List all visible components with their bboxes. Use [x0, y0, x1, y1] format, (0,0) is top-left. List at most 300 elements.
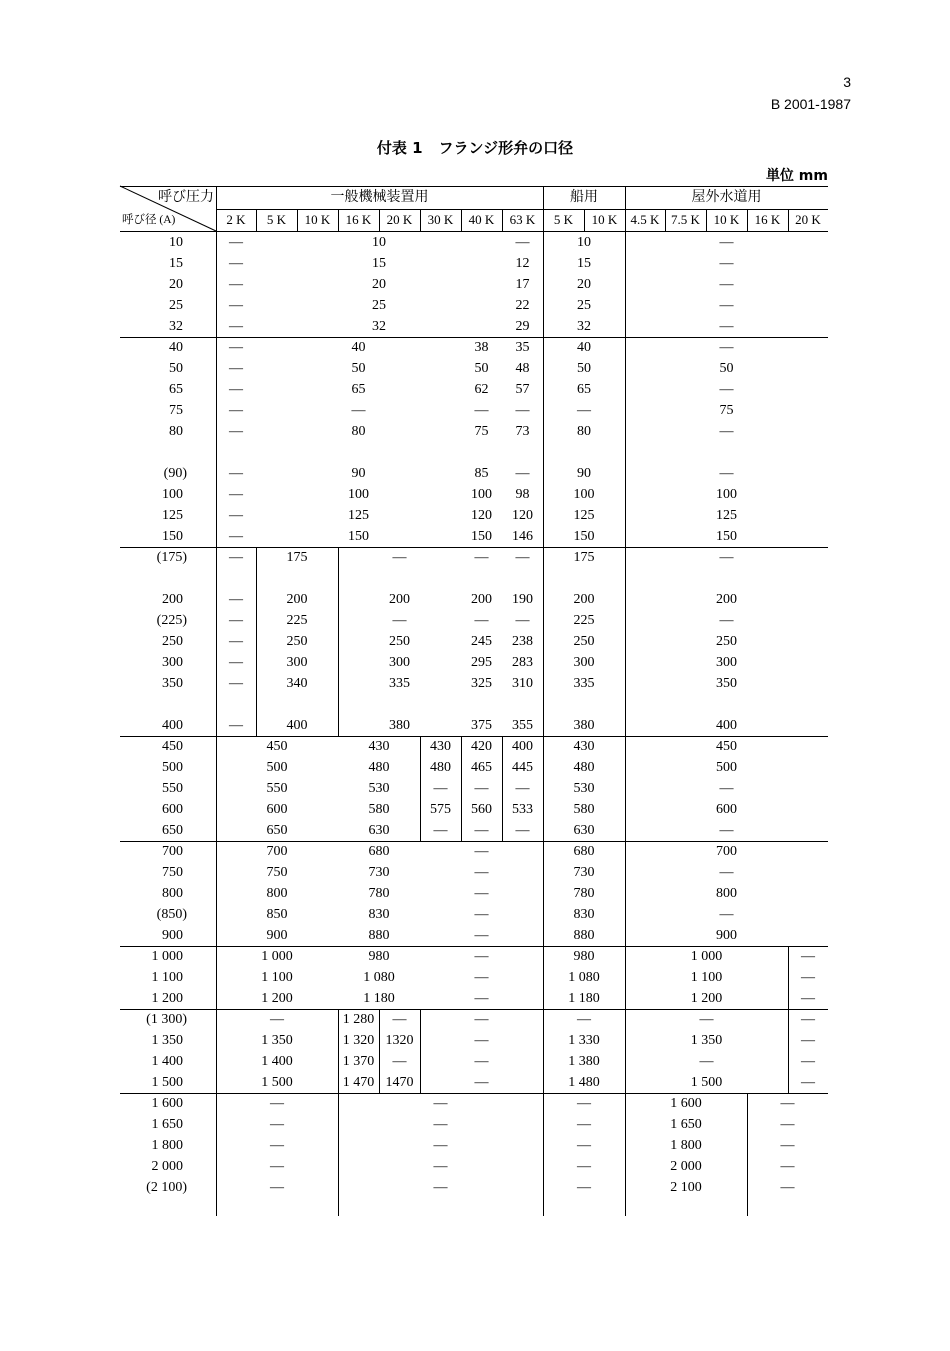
- table-cell: 15: [372, 256, 386, 271]
- nominal-size-cell: 600: [162, 802, 183, 817]
- table-cell: 32: [372, 319, 386, 334]
- table-cell: 355: [512, 718, 533, 733]
- table-cell: —: [270, 1180, 284, 1195]
- table-cell: 225: [286, 613, 308, 628]
- table-cell: 450: [266, 739, 288, 754]
- table-cell: —: [229, 508, 243, 523]
- nominal-size-cell: 200: [162, 592, 183, 607]
- nominal-size-cell: 500: [162, 760, 183, 775]
- pressure-class-header: 20 K: [795, 212, 821, 227]
- table-cell: —: [229, 676, 243, 691]
- table-cell: 335: [389, 676, 410, 691]
- table-cell: —: [474, 403, 489, 418]
- table-cell: —: [699, 1012, 714, 1027]
- table-cell: —: [229, 655, 243, 670]
- nominal-size-cell: 250: [162, 634, 183, 649]
- standard-number: B 2001-1987: [770, 96, 851, 112]
- table-cell: 50: [577, 361, 591, 376]
- table-cell: 1 600: [670, 1096, 702, 1111]
- table-cell: —: [229, 382, 243, 397]
- table-cell: —: [801, 991, 815, 1006]
- table-cell: —: [474, 1012, 489, 1027]
- table-title-label: 付表 1: [376, 139, 423, 157]
- table-cell: 500: [716, 760, 737, 775]
- table-cell: —: [474, 928, 489, 943]
- table-cell: 250: [573, 634, 595, 649]
- table-cell: —: [474, 886, 489, 901]
- table-cell: 10: [577, 235, 591, 250]
- table-cell: 25: [577, 298, 591, 313]
- table-cell: —: [801, 1075, 815, 1090]
- table-cell: —: [719, 319, 734, 334]
- table-cell: —: [577, 1012, 591, 1027]
- table-cell: —: [433, 1180, 448, 1195]
- table-cell: 420: [471, 739, 492, 754]
- table-cell: 500: [266, 760, 288, 775]
- table-cell: 65: [351, 382, 366, 397]
- table-cell: 50: [474, 361, 489, 376]
- table-cell: 40: [577, 340, 591, 355]
- pressure-class-header: 7.5 K: [671, 212, 700, 227]
- pressure-class-header: 4.5 K: [630, 212, 660, 227]
- table-cell: 125: [573, 508, 595, 523]
- table-cell: 530: [368, 781, 390, 796]
- table-cell: —: [699, 1054, 714, 1069]
- pressure-class-header: 20 K: [386, 212, 413, 227]
- table-cell: —: [229, 256, 243, 271]
- table-cell: 250: [716, 634, 737, 649]
- table-cell: —: [719, 382, 734, 397]
- nominal-size-cell: (1 300): [146, 1012, 187, 1027]
- table-cell: 375: [471, 718, 492, 733]
- table-cell: 1 200: [261, 991, 293, 1006]
- nominal-size-cell: 32: [169, 319, 183, 334]
- table-cell: 200: [573, 592, 595, 607]
- table-cell: 1 500: [261, 1075, 293, 1090]
- table-cell: —: [515, 466, 530, 481]
- table-cell: 1320: [385, 1033, 414, 1048]
- table-cell: —: [577, 1159, 591, 1174]
- table-cell: 630: [573, 823, 595, 838]
- table-cell: —: [515, 613, 530, 628]
- table-cell: 1 180: [568, 991, 600, 1006]
- nominal-size-cell: (2 100): [146, 1180, 187, 1195]
- table-cell: 80: [577, 424, 591, 439]
- table-cell: —: [474, 1054, 489, 1069]
- table-cell: 880: [368, 928, 390, 943]
- nominal-size-cell: 100: [162, 487, 183, 502]
- table-cell: 40: [351, 340, 366, 355]
- table-cell: 57: [515, 382, 530, 397]
- nominal-size-cell: 25: [169, 298, 183, 313]
- table-cell: 250: [389, 634, 410, 649]
- table-cell: —: [719, 256, 734, 271]
- table-cell: 65: [577, 382, 591, 397]
- table-cell: 830: [368, 907, 390, 922]
- table-cell: 580: [368, 802, 390, 817]
- nominal-size-cell: 350: [162, 676, 183, 691]
- table-cell: —: [719, 340, 734, 355]
- table-cell: 380: [389, 718, 410, 733]
- table-cell: —: [577, 403, 591, 418]
- table-cell: —: [474, 970, 489, 985]
- table-cell: 100: [471, 487, 492, 502]
- table-cell: 530: [573, 781, 595, 796]
- table-cell: —: [474, 1075, 489, 1090]
- pressure-class-header: 5 K: [553, 212, 574, 227]
- table-cell: —: [229, 592, 243, 607]
- table-cell: —: [780, 1096, 795, 1111]
- pressure-header-label: 呼び圧力: [158, 190, 214, 205]
- table-cell: —: [270, 1117, 284, 1132]
- table-cell: —: [229, 718, 243, 733]
- table-cell: 310: [512, 676, 533, 691]
- nominal-size-cell: 700: [162, 844, 183, 859]
- table-cell: —: [801, 1033, 815, 1048]
- table-cell: 900: [716, 928, 737, 943]
- table-cell: —: [392, 613, 407, 628]
- table-cell: 12: [515, 256, 530, 271]
- table-cell: 450: [716, 739, 737, 754]
- table-cell: —: [780, 1117, 795, 1132]
- table-cell: —: [780, 1180, 795, 1195]
- pressure-class-header: 10 K: [304, 212, 331, 227]
- table-cell: —: [515, 823, 530, 838]
- table-cell: 190: [512, 592, 533, 607]
- table-cell: 25: [372, 298, 386, 313]
- pressure-class-header: 63 K: [509, 212, 536, 227]
- table-cell: 146: [512, 529, 533, 544]
- table-cell: 150: [573, 529, 595, 544]
- usage-group-header: 屋外水道用: [691, 190, 762, 205]
- table-cell: 300: [389, 655, 410, 670]
- table-cell: —: [474, 823, 489, 838]
- table-cell: 900: [266, 928, 288, 943]
- table-cell: —: [719, 907, 734, 922]
- table-cell: 1 180: [363, 991, 395, 1006]
- table-cell: 20: [577, 277, 591, 292]
- table-cell: 1 100: [690, 970, 723, 985]
- table-cell: —: [515, 550, 530, 565]
- table-cell: 150: [348, 529, 369, 544]
- nominal-size-cell: 75: [169, 403, 183, 418]
- table-cell: —: [801, 1054, 815, 1069]
- pressure-class-header: 40 K: [468, 212, 495, 227]
- table-cell: 1 330: [568, 1033, 600, 1048]
- table-cell: 700: [266, 844, 288, 859]
- table-cell: —: [515, 781, 530, 796]
- nominal-size-cell: 1 800: [151, 1138, 183, 1153]
- table-cell: —: [474, 991, 489, 1006]
- table-cell: 1 370: [342, 1054, 375, 1069]
- table-cell: 90: [577, 466, 591, 481]
- table-cell: —: [229, 487, 243, 502]
- table-cell: 550: [266, 781, 288, 796]
- table-cell: 800: [266, 886, 288, 901]
- table-cell: 200: [389, 592, 410, 607]
- table-cell: 62: [474, 382, 489, 397]
- table-cell: 75: [474, 424, 489, 439]
- nominal-size-cell: 400: [162, 718, 183, 733]
- nominal-size-cell: 65: [169, 382, 183, 397]
- table-cell: 90: [351, 466, 366, 481]
- table-cell: 2 000: [670, 1159, 702, 1174]
- table-cell: 38: [474, 340, 489, 355]
- usage-group-header: 一般機械装置用: [330, 190, 429, 205]
- table-cell: —: [780, 1159, 795, 1174]
- table-cell: 680: [573, 844, 595, 859]
- table-cell: 430: [430, 739, 451, 754]
- table-cell: —: [433, 1159, 448, 1174]
- table-cell: 50: [351, 361, 366, 376]
- usage-group-header: 船用: [570, 190, 598, 205]
- table-cell: 1 800: [670, 1138, 702, 1153]
- table-cell: 125: [716, 508, 737, 523]
- table-cell: 650: [266, 823, 288, 838]
- table-cell: 680: [368, 844, 390, 859]
- nominal-size-cell: 450: [162, 739, 183, 754]
- table-cell: —: [474, 550, 489, 565]
- table-cell: —: [577, 1180, 591, 1195]
- table-cell: 465: [471, 760, 492, 775]
- table-cell: 200: [286, 592, 308, 607]
- table-cell: —: [270, 1012, 284, 1027]
- table-cell: 750: [266, 865, 288, 880]
- table-cell: 730: [368, 865, 390, 880]
- table-cell: 880: [573, 928, 595, 943]
- table-cell: —: [515, 235, 530, 250]
- table-cell: 430: [368, 739, 390, 754]
- table-cell: 1 400: [261, 1054, 293, 1069]
- table-cell: —: [433, 1138, 448, 1153]
- table-cell: 430: [573, 739, 595, 754]
- table-cell: —: [229, 277, 243, 292]
- table-cell: 580: [573, 802, 595, 817]
- table-cell: 1 470: [342, 1075, 375, 1090]
- table-cell: —: [392, 1012, 407, 1027]
- table-cell: 1 650: [670, 1117, 702, 1132]
- table-cell: 1 500: [690, 1075, 723, 1090]
- table-cell: 480: [573, 760, 595, 775]
- table-cell: —: [801, 949, 815, 964]
- table-cell: —: [229, 466, 243, 481]
- table-cell: —: [474, 907, 489, 922]
- table-cell: 48: [515, 361, 530, 376]
- nominal-size-cell: 1 650: [151, 1117, 183, 1132]
- table-cell: —: [801, 1012, 815, 1027]
- table-cell: 730: [573, 865, 595, 880]
- nominal-size-cell: 1 200: [151, 991, 183, 1006]
- table-cell: —: [270, 1138, 284, 1153]
- table-cell: —: [474, 1033, 489, 1048]
- nominal-size-cell: 1 600: [151, 1096, 183, 1111]
- table-cell: —: [719, 613, 734, 628]
- pressure-class-header: 2 K: [226, 212, 246, 227]
- table-cell: —: [229, 424, 243, 439]
- pressure-class-header: 10 K: [713, 212, 740, 227]
- nominal-size-cell: 80: [169, 424, 183, 439]
- nominal-size-cell: 650: [162, 823, 183, 838]
- nominal-size-cell: (850): [156, 907, 187, 922]
- nominal-size-cell: 40: [169, 340, 183, 355]
- nominal-size-cell: 15: [169, 256, 183, 271]
- table-cell: —: [229, 550, 243, 565]
- pressure-class-header: 5 K: [266, 212, 287, 227]
- table-cell: 100: [348, 487, 369, 502]
- table-cell: 73: [515, 424, 530, 439]
- table-cell: 1 100: [261, 970, 293, 985]
- table-cell: —: [719, 550, 734, 565]
- table-cell: 35: [515, 340, 530, 355]
- table-cell: 630: [368, 823, 390, 838]
- table-cell: 85: [474, 466, 489, 481]
- table-cell: —: [719, 277, 734, 292]
- table-cell: 100: [716, 487, 737, 502]
- table-cell: 780: [573, 886, 595, 901]
- table-cell: 175: [573, 550, 595, 565]
- table-cell: —: [719, 298, 734, 313]
- table-title-text: フランジ形弁の口径: [438, 139, 574, 157]
- page-number: 3: [843, 74, 851, 90]
- table-cell: 1 350: [261, 1033, 293, 1048]
- table-cell: —: [577, 1117, 591, 1132]
- table-cell: —: [392, 550, 407, 565]
- table-cell: —: [719, 466, 734, 481]
- table-cell: 980: [573, 949, 595, 964]
- table-cell: —: [433, 1096, 448, 1111]
- table-cell: —: [229, 319, 243, 334]
- table-cell: 1 380: [568, 1054, 600, 1069]
- table-cell: 245: [471, 634, 492, 649]
- table-cell: 300: [286, 655, 308, 670]
- table-cell: 200: [471, 592, 492, 607]
- table-cell: —: [392, 1054, 407, 1069]
- table-cell: 283: [512, 655, 533, 670]
- table-cell: 238: [512, 634, 533, 649]
- table-cell: —: [719, 781, 734, 796]
- table-cell: —: [229, 634, 243, 649]
- table-cell: 780: [368, 886, 390, 901]
- table-cell: —: [780, 1138, 795, 1153]
- nominal-size-cell: 750: [162, 865, 183, 880]
- nominal-size-cell: (175): [156, 550, 187, 565]
- nominal-size-cell: 150: [162, 529, 183, 544]
- nominal-size-header-label: 呼び径 (A): [122, 214, 176, 226]
- table-cell: —: [474, 949, 489, 964]
- table-cell: 340: [286, 676, 308, 691]
- table-cell: —: [474, 865, 489, 880]
- table-cell: —: [351, 403, 366, 418]
- table-cell: 295: [471, 655, 492, 670]
- table-cell: 1 280: [342, 1012, 375, 1027]
- table-cell: 100: [573, 487, 595, 502]
- table-cell: 1 350: [690, 1033, 723, 1048]
- nominal-size-cell: 1 400: [151, 1054, 183, 1069]
- nominal-size-cell: 900: [162, 928, 183, 943]
- table-cell: —: [433, 1117, 448, 1132]
- nominal-size-cell: 800: [162, 886, 183, 901]
- table-cell: 32: [577, 319, 591, 334]
- table-cell: —: [577, 1096, 591, 1111]
- table-cell: 400: [286, 718, 308, 733]
- table-cell: 380: [573, 718, 595, 733]
- table-cell: 700: [716, 844, 737, 859]
- table-cell: 400: [716, 718, 737, 733]
- table-cell: 125: [348, 508, 369, 523]
- table-cell: 1470: [385, 1075, 414, 1090]
- table-cell: 350: [716, 676, 737, 691]
- table-cell: —: [229, 529, 243, 544]
- table-cell: 980: [368, 949, 390, 964]
- table-cell: —: [474, 844, 489, 859]
- table-cell: 200: [716, 592, 737, 607]
- table-cell: 1 320: [342, 1033, 375, 1048]
- table-cell: —: [801, 970, 815, 985]
- table-cell: 1 000: [690, 949, 723, 964]
- table-cell: 50: [719, 361, 734, 376]
- table-cell: 1 080: [568, 970, 600, 985]
- table-cell: 575: [430, 802, 451, 817]
- nominal-size-cell: 1 350: [151, 1033, 183, 1048]
- nominal-size-cell: (90): [163, 466, 187, 481]
- table-cell: 1 480: [568, 1075, 600, 1090]
- table-cell: 29: [515, 319, 530, 334]
- table-cell: 98: [515, 487, 530, 502]
- table-cell: 22: [515, 298, 530, 313]
- table-cell: —: [719, 424, 734, 439]
- table-cell: —: [229, 235, 243, 250]
- table-cell: 120: [512, 508, 533, 523]
- table-cell: 480: [368, 760, 390, 775]
- table-cell: —: [270, 1096, 284, 1111]
- table-cell: 600: [266, 802, 288, 817]
- nominal-size-cell: 1 000: [151, 949, 183, 964]
- table-cell: 335: [573, 676, 595, 691]
- table-cell: —: [474, 613, 489, 628]
- table-cell: 17: [515, 277, 530, 292]
- nominal-size-cell: 2 000: [151, 1159, 183, 1174]
- table-cell: 15: [577, 256, 591, 271]
- unit-label: 単位 mm: [765, 168, 828, 184]
- table-cell: 150: [471, 529, 492, 544]
- table-cell: 830: [573, 907, 595, 922]
- table-cell: 850: [266, 907, 288, 922]
- table-cell: 1 000: [261, 949, 293, 964]
- table-cell: 1 080: [363, 970, 395, 985]
- table-cell: 2 100: [670, 1180, 702, 1195]
- table-cell: —: [433, 823, 448, 838]
- table-cell: —: [719, 235, 734, 250]
- table-cell: —: [229, 361, 243, 376]
- table-cell: —: [719, 823, 734, 838]
- table-cell: 10: [372, 235, 386, 250]
- nominal-size-cell: 10: [169, 235, 183, 250]
- nominal-size-cell: 1 500: [151, 1075, 183, 1090]
- table-cell: —: [719, 865, 734, 880]
- table-cell: 175: [286, 550, 308, 565]
- table-cell: —: [229, 613, 243, 628]
- table-cell: 250: [286, 634, 308, 649]
- table-cell: 800: [716, 886, 737, 901]
- table-cell: 80: [351, 424, 366, 439]
- pressure-class-header: 30 K: [427, 212, 454, 227]
- pressure-class-header: 16 K: [754, 212, 781, 227]
- nominal-size-cell: 125: [162, 508, 183, 523]
- table-cell: 75: [719, 403, 734, 418]
- nominal-size-cell: 300: [162, 655, 183, 670]
- table-cell: —: [270, 1159, 284, 1174]
- table-cell: —: [433, 781, 448, 796]
